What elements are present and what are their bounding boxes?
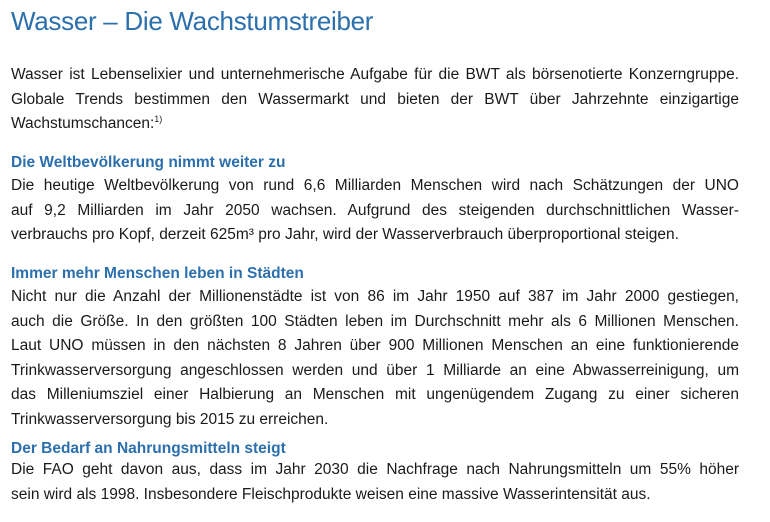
paragraph-line: das Milleniumsziel einer Halbierung an Menschen mit ungenügendem Zugang zu einer sicheren [11, 386, 739, 403]
paragraph-line: auf 9,2 Milliarden im Jahr 2050 wachsen. Aufgrund des steigenden durchschnittlichen Wasser- [11, 201, 739, 219]
paragraph-line: Trinkwasserversorgung angeschlossen werden und über 1 Milliarde an eine Abwasserreinigung, um [11, 361, 739, 379]
paragraph-line: Laut UNO müssen in den nächsten 8 Jahren über 900 Millionen Menschen an eine funktionierende [11, 337, 739, 354]
paragraph-line: Die heutige Weltbevölkerung von rund 6,6 Milliarden Menschen wird nach Schätzungen der UNO [11, 177, 739, 194]
section-heading-food: Der Bedarf an Nahrungsmitteln steigt [11, 440, 286, 457]
section-paragraph-cities [11, 285, 739, 432]
paragraph-line: sein wird als 1998. Insbesondere Fleischprodukte weisen eine massive Wasserintensität aus. [11, 485, 651, 503]
intro-paragraph [11, 63, 739, 137]
intro-line-text: Wachstumschancen: [11, 115, 155, 132]
intro-line [11, 112, 739, 137]
paragraph-line: verbrauchs pro Kopf, derzeit 625m³ pro Jahr, wird der Wasserverbrauch überproportional steigen. [11, 226, 679, 243]
section-paragraph-population [11, 174, 739, 248]
paragraph-line: Nicht nur die Anzahl der Millionenstädte ist von 86 im Jahr 1950 auf 387 im Jahr 2000 gestiegen, [11, 288, 739, 305]
section-paragraph-food [11, 458, 739, 507]
paragraph-line: auch die Größe. In den größten 100 Städten leben im Durchschnitt mehr als 6 Millionen Menschen. [11, 312, 739, 330]
section-heading-cities: Immer mehr Menschen leben in Städten [11, 265, 304, 282]
paragraph-line: Die FAO geht davon aus, dass im Jahr 2030 die Nachfrage nach Nahrungsmitteln um 55% höher [11, 461, 739, 478]
intro-line: Wasser ist Lebenselixier und unternehmerische Aufgabe für die BWT als börsenotierte Konzerngruppe. [11, 66, 739, 83]
intro-line: Globale Trends bestimmen den Wassermarkt und bieten der BWT über Jahrzehnte einzigartige [11, 90, 739, 108]
paragraph-line: Trinkwasserversorgung bis 2015 zu erreichen. [11, 410, 329, 428]
section-heading-population: Die Weltbevölkerung nimmt weiter zu [11, 154, 286, 171]
page-title: Wasser – Die Wachstumstreiber [11, 6, 374, 36]
footnote-mark: 1) [154, 114, 163, 124]
